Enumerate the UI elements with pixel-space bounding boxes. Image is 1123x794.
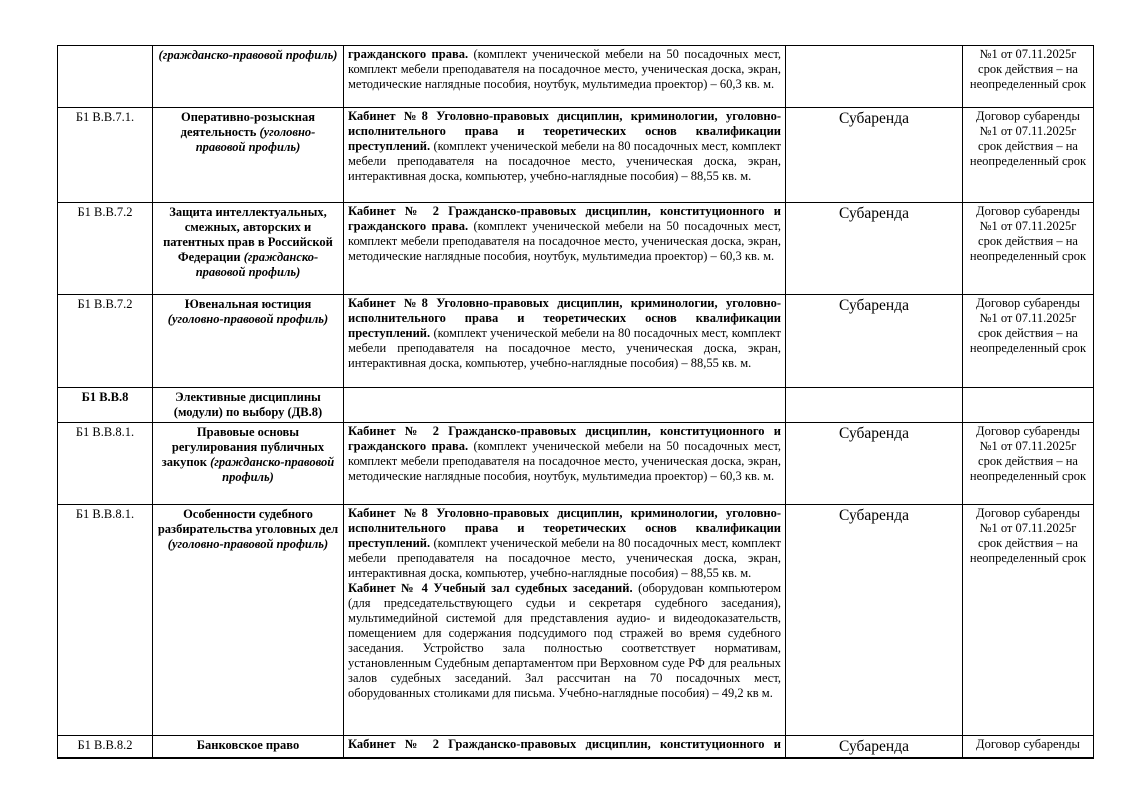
ownership-text: Субаренда	[839, 425, 909, 442]
disciplines-table-body	[58, 46, 1094, 759]
discipline-text: Банковское право	[196, 738, 300, 752]
facilities-cell	[344, 46, 786, 108]
ownership-text: Субаренда	[839, 507, 909, 524]
discipline-text: Особенности судебного разбирательства уголовных дел	[157, 507, 339, 536]
ownership-text: Субаренда	[839, 738, 909, 755]
table-row	[58, 505, 1094, 736]
discipline-cell	[153, 423, 344, 505]
document-cell	[963, 388, 1094, 423]
code-text: Б1 В.В.7.1.	[75, 110, 135, 124]
discipline-text: (гражданско-правовой профиль)	[210, 455, 335, 484]
ownership-cell	[786, 423, 963, 505]
facilities-text: Кабинет №8 Уголовно-правовых дисциплин, криминологии, уголовно-исполнительного права и теоретических основ квалификации преступлений.	[348, 296, 781, 340]
ownership-text: Субаренда	[839, 297, 909, 314]
code-cell	[58, 295, 153, 388]
facilities-text: (комплект ученической мебели на 80 посадочных мест, комплект мебели преподавателя на посадочное место, ученическая доска, экран, интерактивная доска, компьютер, учебно-наглядные пособия) – 88,55 кв. м.	[348, 536, 781, 580]
code-text: Б1 В.В.8.2	[77, 738, 133, 752]
document-cell	[963, 423, 1094, 505]
facilities-text: гражданского права.	[348, 47, 469, 61]
code-text: Б1 В.В.8.1.	[75, 425, 135, 439]
code-cell	[58, 46, 153, 108]
ownership-cell	[786, 46, 963, 108]
discipline-cell	[153, 388, 344, 423]
discipline-text: (уголовно-правовой профиль)	[167, 537, 329, 551]
document-cell	[963, 295, 1094, 388]
ownership-cell	[786, 505, 963, 736]
ownership-cell	[786, 108, 963, 203]
facilities-cell	[344, 505, 786, 736]
table-row	[58, 388, 1094, 423]
contract-text: Договор субаренды №1 от 07.11.2025г срок действия – на неопределенный срок	[969, 506, 1087, 565]
discipline-cell	[153, 736, 344, 759]
ownership-cell	[786, 295, 963, 388]
discipline-cell	[153, 203, 344, 295]
facilities-paragraph	[348, 581, 781, 701]
code-cell	[58, 388, 153, 423]
facilities-text: (комплект ученической мебели на 50 посадочных мест, комплект мебели преподавателя на посадочное место, ученическая доска, экран, методические наглядные пособия, ноутбук, мультимедиа проектор) – 60,3 кв. м.	[348, 47, 781, 91]
facilities-text: Кабинет №8 Уголовно-правовых дисциплин, криминологии, уголовно-исполнительного права и теоретических основ квалификации преступлений.	[348, 109, 781, 153]
facilities-text: (комплект ученической мебели на 80 посадочных мест, комплект мебели преподавателя на посадочное место, ученическая доска, экран, интерактивная доска, компьютер, учебно-наглядные пособия) – 88,55 кв. м.	[348, 326, 781, 370]
table-row	[58, 203, 1094, 295]
discipline-text: (гражданско-правовой профиль)	[158, 48, 338, 62]
facilities-paragraph	[348, 47, 781, 92]
facilities-cell	[344, 423, 786, 505]
table-row	[58, 423, 1094, 505]
discipline-cell	[153, 46, 344, 108]
ownership-cell	[786, 736, 963, 759]
discipline-text: Ювенальная юстиция	[184, 297, 312, 311]
discipline-cell	[153, 295, 344, 388]
ownership-text: Субаренда	[839, 205, 909, 222]
disciplines-table	[57, 45, 1094, 759]
table-container	[57, 45, 1094, 759]
document-cell	[963, 203, 1094, 295]
discipline-text: Элективные дисциплины (модули) по выбору (ДВ.8)	[173, 390, 323, 419]
document-cell	[963, 736, 1094, 759]
contract-text: Договор субаренды	[976, 737, 1080, 751]
facilities-text: (оборудован компьютером (для председательствующего судьи и секретаря судебного заседания), мультимедийной системой для представления аудио- и видеодоказательств, помещением для содержания подсудимого под стражей во время судебного заседания. Устройство зала полностью соответствует нормативам, установленным Судебным департаментом при Верховном суде РФ для реальных залов судебных заседаний. Зал рассчитан на 70 посадочных мест, оборудованных столиками для письма. Учебно-наглядные пособия) – 49,2 кв м.	[348, 581, 781, 700]
code-cell	[58, 505, 153, 736]
discipline-text: Оперативно-розыскная деятельность	[180, 110, 315, 139]
facilities-text: Кабинет № 2 Гражданско-правовых дисциплин, конституционного и гражданского права.	[348, 204, 781, 233]
facilities-paragraph	[348, 204, 781, 264]
facilities-text: Кабинет № 4 Учебный зал судебных заседаний.	[348, 581, 633, 595]
code-text: Б1 В.В.8.1.	[75, 507, 135, 521]
facilities-cell	[344, 295, 786, 388]
facilities-text: (комплект ученической мебели на 50 посадочных мест, комплект мебели преподавателя на посадочное место, ученическая доска, экран, методические наглядные пособия, ноутбук, мультимедиа проектор) – 60,3 кв. м.	[348, 439, 781, 483]
code-text: Б1 В.В.7.2	[77, 205, 133, 219]
document-cell	[963, 46, 1094, 108]
document-cell	[963, 505, 1094, 736]
code-cell	[58, 203, 153, 295]
discipline-text: (уголовно-правовой профиль)	[195, 125, 316, 154]
document-cell	[963, 108, 1094, 203]
facilities-paragraph	[348, 296, 781, 371]
facilities-paragraph	[348, 737, 781, 752]
facilities-paragraph	[348, 109, 781, 184]
contract-text: Договор субаренды №1 от 07.11.2025г срок действия – на неопределенный срок	[969, 109, 1087, 168]
facilities-cell	[344, 736, 786, 759]
ownership-cell	[786, 203, 963, 295]
code-cell	[58, 736, 153, 759]
facilities-cell	[344, 203, 786, 295]
facilities-paragraph	[348, 506, 781, 581]
discipline-cell	[153, 108, 344, 203]
table-row	[58, 108, 1094, 203]
facilities-cell	[344, 108, 786, 203]
facilities-text: Кабинет № 2 Гражданско-правовых дисциплин, конституционного и гражданского права.	[348, 424, 781, 453]
facilities-paragraph	[348, 424, 781, 484]
table-row	[58, 46, 1094, 108]
code-text: Б1 В.В.7.2	[77, 297, 133, 311]
table-row	[58, 736, 1094, 759]
facilities-cell	[344, 388, 786, 423]
ownership-cell	[786, 388, 963, 423]
discipline-text: (уголовно-правовой профиль)	[167, 312, 329, 326]
discipline-text: (гражданско-правовой профиль)	[195, 250, 319, 279]
discipline-text: Правовые основы регулирования публичных закупок	[161, 425, 325, 469]
discipline-text: Защита интеллектуальных, смежных, авторских и патентных прав в Российской Федерации	[163, 205, 333, 264]
code-cell	[58, 423, 153, 505]
facilities-text: Кабинет № 2 Гражданско-правовых дисциплин, конституционного и	[348, 737, 781, 751]
facilities-text: (комплект ученической мебели на 50 посадочных мест, комплект мебели преподавателя на посадочное место, ученическая доска, экран, методические наглядные пособия, ноутбук, мультимедиа проектор) – 60,3 кв. м.	[348, 219, 781, 263]
ownership-text: Субаренда	[839, 110, 909, 127]
facilities-text: Кабинет №8 Уголовно-правовых дисциплин, криминологии, уголовно-исполнительного права и теоретических основ квалификации преступлений.	[348, 506, 781, 550]
code-text: Б1 В.В.8	[81, 390, 129, 404]
discipline-cell	[153, 505, 344, 736]
table-row	[58, 295, 1094, 388]
contract-text: Договор субаренды №1 от 07.11.2025г срок действия – на неопределенный срок	[969, 204, 1087, 263]
code-cell	[58, 108, 153, 203]
contract-text: №1 от 07.11.2025г срок действия – на неопределенный срок	[969, 47, 1087, 91]
contract-text: Договор субаренды №1 от 07.11.2025г срок действия – на неопределенный срок	[969, 296, 1087, 355]
contract-text: Договор субаренды №1 от 07.11.2025г срок действия – на неопределенный срок	[969, 424, 1087, 483]
facilities-text: (комплект ученической мебели на 80 посадочных мест, комплект мебели преподавателя на посадочное место, ученическая доска, экран, интерактивная доска, компьютер, учебно-наглядные пособия) – 88,55 кв. м.	[348, 139, 781, 183]
